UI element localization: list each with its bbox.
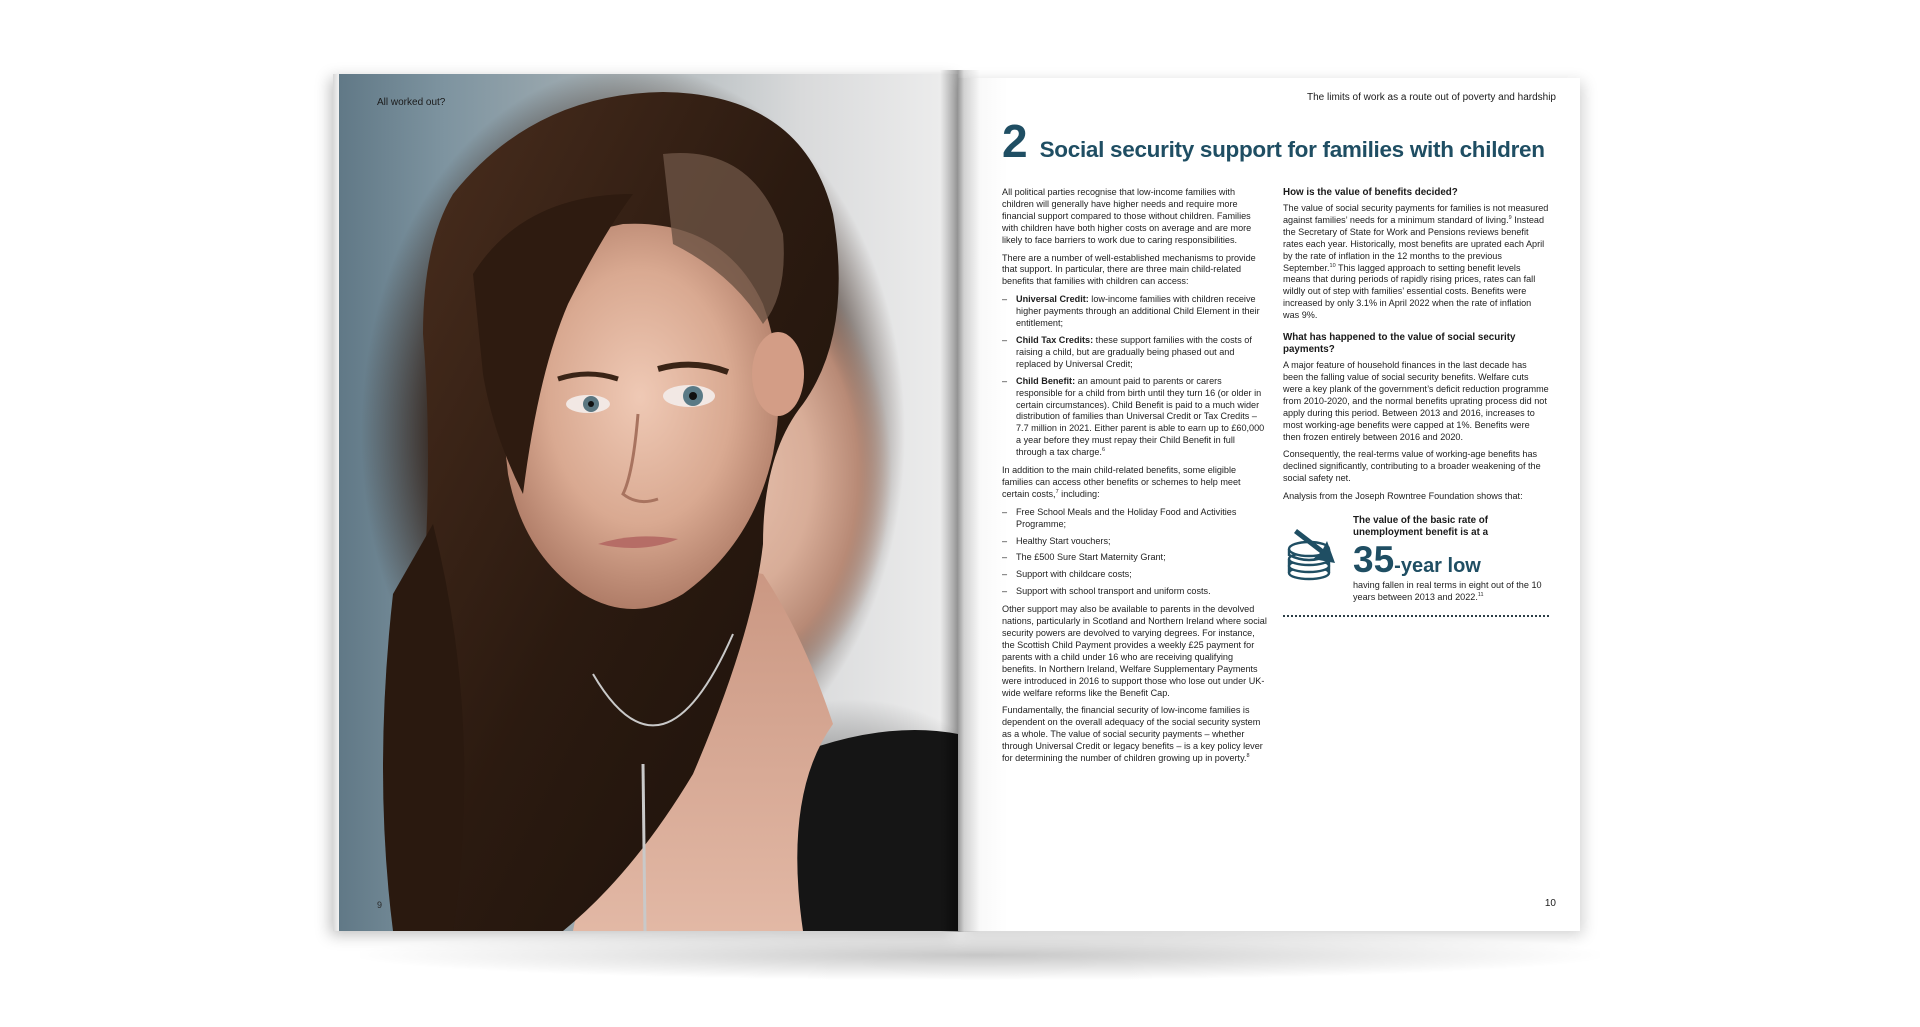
paragraph: All political parties recognise that low-income families with children will generally have higher needs and require more financial support compared to those without children. Families with children have both higher costs on average and are more likely to face barriers to work due to caring responsibilities. <box>1002 187 1252 245</box>
right-page-text <box>958 78 1580 931</box>
paragraph: Other support may also be available to parents in the devolved nations, particularly in Scotland and Northern Ireland where social security powers are devolved to varying degrees. For instance, the Scottish Child Payment provides a weekly £25 payment for parents with a child under 16 who are receiving qualifying benefits. In Northern Ireland, Welfare Supplementary Payments were introduced in 2016 to support those who lose out under UK-wide welfare reforms like the Benefit Cap. <box>1002 604 1267 698</box>
page-number-right: 10 <box>1544 898 1556 909</box>
dotted-divider <box>1283 615 1549 617</box>
list-item: – Child Tax Credits: these support families with the costs of raising a child, but are gradually being phased out and replaced by Universal Credit; <box>1002 335 1267 371</box>
list-item: – Free School Meals and the Holiday Food and Activities Programme; <box>1002 507 1267 531</box>
footnote-ref: 10 <box>1329 262 1336 269</box>
schemes-list <box>1002 507 1267 598</box>
paragraph: There are a number of well-established mechanisms to provide that support. In particular, there are three main child-related benefits that families with children can access: <box>1002 252 1256 287</box>
text-column-2 <box>1283 187 1549 617</box>
list-item: – Child Benefit: an amount paid to parents or carers responsible for a child from birth until they turn 16 (or older in certain circumstances). Child Benefit is paid to a much wider distribution of families than Universal Credit or Tax Credits – 7.7 million in 2021. Either parent is able to earn up to £60,000 a year before they must repay their Child Benefit in full through a tax charge.$^6$ <box>1002 376 1267 459</box>
subheading: What has happened to the value of social security payments? <box>1283 332 1516 356</box>
list-item: – Healthy Start vouchers; <box>1002 536 1267 548</box>
subheading: How is the value of benefits decided? <box>1283 187 1458 198</box>
list-item: – Support with childcare costs; <box>1002 569 1267 581</box>
footnote-ref: 11 <box>1477 591 1484 598</box>
portrait-photo <box>333 74 958 931</box>
left-page-photo <box>333 74 958 931</box>
paragraph: Analysis from the Joseph Rowntree Foundation shows that: <box>1283 491 1523 502</box>
text-column-1 <box>1002 187 1267 771</box>
running-head-left: All worked out? <box>377 97 446 108</box>
chapter-number: 2 <box>1002 115 1028 167</box>
running-head-right: The limits of work as a route out of poverty and hardship <box>1306 92 1556 103</box>
benefits-list <box>1002 294 1267 459</box>
list-item: – The £500 Sure Start Maternity Grant; <box>1002 552 1267 564</box>
paragraph: In addition to the main child-related benefits, some eligible families can access other benefits or schemes to help meet certain costs,$^7$ including: <box>1002 465 1241 499</box>
callout-text <box>1353 515 1553 603</box>
callout-tail: having fallen in real terms in eight out of the 10 years between 2013 and 2022.11 <box>1353 580 1542 602</box>
callout-big-number: 35-year low <box>1353 539 1481 581</box>
coins-down-arrow-icon <box>1283 519 1349 585</box>
statistic-callout <box>1283 515 1549 617</box>
footnote-ref: 9 <box>1508 214 1512 221</box>
paragraph: Fundamentally, the financial security of low-income families is dependent on the overall adequacy of the social security system as a whole. The value of social security payments – whether through Universal Credit or legacy benefits – is a key policy lever for determining the number of children growing up in poverty.$^8$ <box>1002 705 1263 764</box>
callout-lead: The value of the basic rate of unemployment benefit is at a <box>1353 515 1489 539</box>
paragraph: Consequently, the real-terms value of working-age benefits has declined significantly, contributing to a broader weakening of the social safety net. <box>1283 449 1541 484</box>
footnote-ref: 7 <box>1055 488 1059 495</box>
paragraph: The value of social security payments for families is not measured against families’ needs for a minimum standard of living.$^9$ Instead the Secretary of State for Work and Pensions reviews benefit rates each year. Historically, most benefits are uprated each April by the rate of inflation in the 12 months to the previous September.$^{10}$ This lagged approach to setting benefit levels means that during periods of rapidly rising prices, rates can fall wildly out of step with families’ essential costs. Benefits were increased by only 3.1% in April 2022 when the rate of inflation was 9%. <box>1283 203 1549 321</box>
list-item: – Universal Credit: low-income families with children receive higher payments through an additional Child Element in their entitlement; <box>1002 294 1267 330</box>
footnote-ref: 8 <box>1246 753 1250 760</box>
paragraph: A major feature of household finances in the last decade has been the falling value of social security benefits. Welfare cuts were a key plank of the government’s deficit reduction programme from 2010-2020, and the normal benefits uprating process did not apply during this period. Between 2013 and 2016, increases to most working-age benefits were capped at 1%. Benefits were then frozen entirely between 2016 and 2020. <box>1283 360 1549 442</box>
page-number-left: 9 <box>377 900 383 910</box>
footnote-ref: 6 <box>1101 447 1106 454</box>
chapter-title: Social security support for families with children <box>1039 137 1545 162</box>
list-item: – Support with school transport and uniform costs. <box>1002 586 1267 598</box>
chapter-heading <box>1002 115 1545 167</box>
